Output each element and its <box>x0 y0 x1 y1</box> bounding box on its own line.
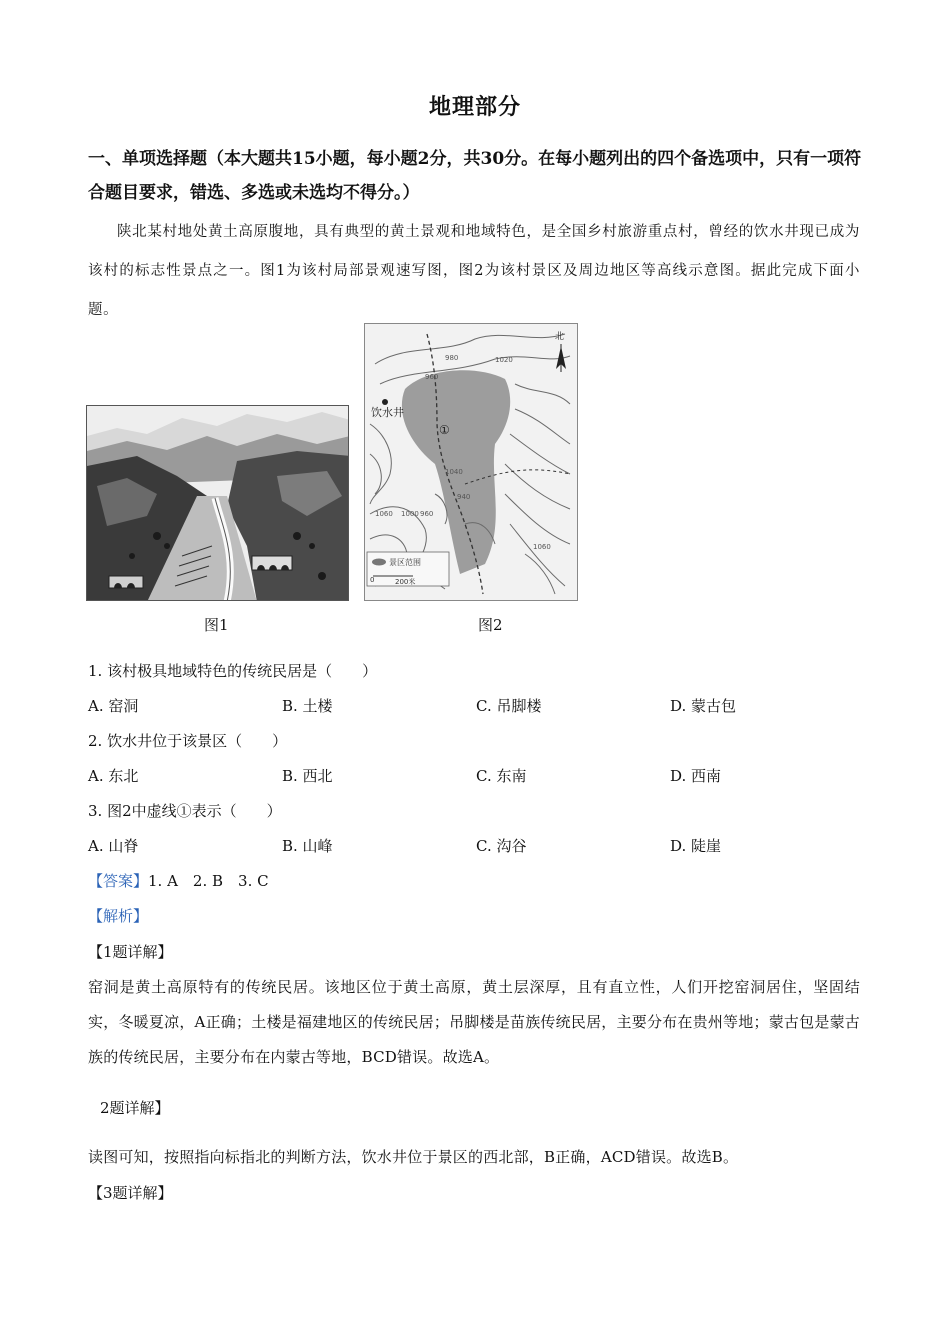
line-1-label: ① <box>439 423 450 437</box>
contour-label: 1040 <box>445 468 463 476</box>
legend-scenic-area: 景区范围 <box>389 558 421 567</box>
contour-label: 1020 <box>495 356 513 364</box>
contour-label: 1060 <box>375 510 393 518</box>
detail-2-header: 2题详解】 <box>100 1099 170 1117</box>
question-2-stem: 2. 饮水井位于该景区（ ） <box>88 732 288 750</box>
contour-label: 940 <box>457 493 471 501</box>
figure-1-landscape-sketch <box>86 405 349 601</box>
question-3-option-b: B. 山峰 <box>282 837 333 855</box>
contour-label: 960 <box>425 373 439 381</box>
contour-label: 960 <box>420 510 434 518</box>
section-heading: 一、单项选择题（本大题共15小题，每小题2分，共30分。在每小题列出的四个备选项中，只有一项符合题目要求，错选、多选或未选均不得分。） <box>88 149 862 203</box>
contour-label: 1000 <box>401 510 419 518</box>
detail-3-header: 【3题详解】 <box>88 1184 173 1202</box>
detail-1-text: 窑洞是黄土高原特有的传统民居。该地区位于黄土高原，黄土层深厚，且有直立性，人们开挖窑洞居住，坚固结实，冬暖夏凉，A正确；土楼是福建地区的传统民居；吊脚楼是苗族传统民居，主要分布在贵州等地；蒙古包是蒙古族的传统民居，主要分布在内蒙古等地，BCD错误。故选A。 <box>88 978 860 1066</box>
contour-label: 980 <box>445 354 459 362</box>
landscape-sketch-image <box>87 406 349 601</box>
analysis-tag: 【解析】 <box>88 907 149 925</box>
detail-1-header: 【1题详解】 <box>88 943 173 961</box>
intro-paragraph: 陕北某村地处黄土高原腹地，具有典型的黄土景观和地域特色，是全国乡村旅游重点村，曾经的饮水井现已成为该村的标志性景点之一。图1为该村局部景观速写图，图2为该村景区及周边地区等高线示意图。据此完成下面小题。 <box>88 224 860 318</box>
question-3-option-a: A. 山脊 <box>88 837 139 855</box>
question-1-option-c: C. 吊脚楼 <box>476 697 542 715</box>
well-label: 饮水井 <box>371 406 404 419</box>
contour-map-image <box>365 324 578 601</box>
question-1-option-d: D. 蒙古包 <box>670 697 737 715</box>
question-1-option-b: B. 土楼 <box>282 697 333 715</box>
question-2-option-a: A. 东北 <box>88 767 139 785</box>
page-title: 地理部分 <box>428 94 521 120</box>
figure-2-contour-map <box>364 323 578 601</box>
figure-1-caption: 图1 <box>204 616 229 634</box>
figure-2-caption: 图2 <box>478 616 503 634</box>
question-3-stem: 3. 图2中虚线①表示（ ） <box>88 802 282 820</box>
answer-text: 1. A 2. B 3. C <box>148 872 269 890</box>
question-2-option-b: B. 西北 <box>282 767 333 785</box>
answer-line <box>88 870 269 892</box>
contour-label: 1060 <box>533 543 551 551</box>
scale-zero: 0 <box>370 576 375 584</box>
question-2-option-c: C. 东南 <box>476 767 527 785</box>
question-1-stem: 1. 该村极具地域特色的传统民居是（ ） <box>88 662 378 680</box>
question-3-option-d: D. 陡崖 <box>670 837 722 855</box>
scale-label: 200米 <box>395 578 416 586</box>
detail-2-text: 读图可知，按照指向标指北的判断方法，饮水井位于景区的西北部，B正确，ACD错误。故选B。 <box>88 1148 739 1166</box>
north-label: 北 <box>555 332 565 342</box>
answer-tag: 【答案】 <box>88 872 149 890</box>
question-2-option-d: D. 西南 <box>670 767 722 785</box>
question-1-option-a: A. 窑洞 <box>88 697 139 715</box>
question-3-option-c: C. 沟谷 <box>476 837 527 855</box>
well-marker <box>382 399 388 405</box>
